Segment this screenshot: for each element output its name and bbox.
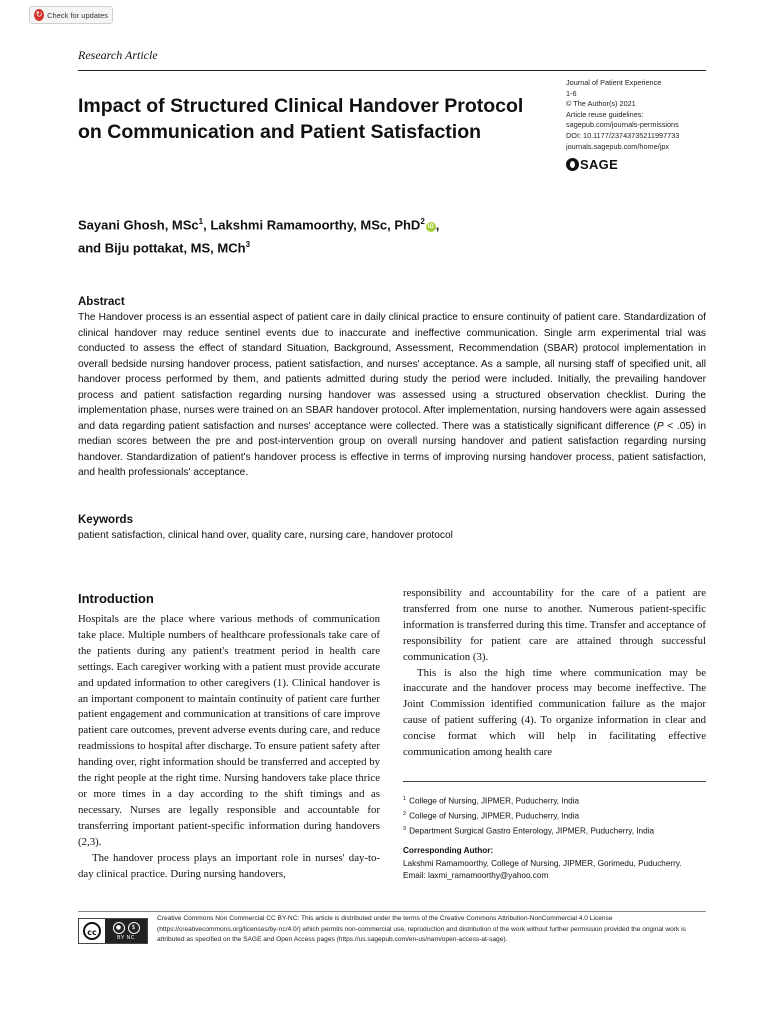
update-icon: ↻	[35, 10, 43, 19]
corresponding-address: Lakshmi Ramamoorthy, College of Nursing, JIPMER, Gorimedu, Puducherry.	[403, 858, 682, 868]
author-3: and Biju pottakat, MS, MCh	[78, 240, 246, 256]
affiliation-item	[403, 823, 706, 838]
intro-right-column	[403, 586, 706, 761]
abstract-heading: Abstract	[78, 296, 125, 308]
header-rule	[78, 70, 706, 71]
abstract-text-part2: < .05) in median scores between the pre and post-intervention group on overall nursing handover and patient satisfaction regarding nursing handover. Standardization of patient's handover process is effective in terms of improving nursing handover process, patient satisfaction, and health professionals' acceptance.	[78, 420, 706, 478]
copyright: © The Author(s) 2021	[566, 99, 636, 109]
affiliation-marker: 1	[403, 796, 407, 802]
affiliations	[403, 793, 706, 839]
author-2: Lakshmi Ramamoorthy, MSc, PhD	[210, 217, 421, 233]
abstract-text-part1: The Handover process is an essential aspect of patient care in daily clinical practice to ensure continuity of patient care. Standardization of clinical handover may reduce sentinel events due to inaccurate and ineffective communication. Single arm experimental trial was conducted to assess the effect of standard Situation, Background, Assessment, Recommendation (SBAR) protocol implementation in overall bedside nursing handover process, patient satisfaction, and nurses' acceptance. As a sample, all nursing staff of specified unit, all handover process performed by them, and patients admitted during study the period were included. Initially, the prevailing handover process and patient satisfaction regarding nursing handover was assessed using a structured observation checklist. During the implementation phase, nurses were trained on an SBAR handover protocol. After implementation, nursing handovers were again assessed and data regarding patient satisfaction and nurses' acceptance were collected. There was a statistically significant difference (	[78, 312, 706, 432]
sage-logo-icon	[566, 158, 579, 171]
abstract-text	[78, 310, 706, 481]
intro-left-column	[78, 612, 380, 882]
reuse-link[interactable]: sagepub.com/journals-permissions	[566, 120, 679, 130]
footnote-rule	[403, 781, 706, 782]
cc-badge-label: BY NC	[117, 934, 135, 941]
by-person-icon: ●	[113, 922, 125, 934]
affiliation-marker: 2	[403, 811, 407, 818]
keywords-text: patient satisfaction, clinical hand over, quality care, nursing care, handover protocol	[78, 530, 453, 541]
cc-license-logo[interactable]	[78, 918, 148, 944]
page-range: 1-6	[566, 88, 577, 98]
affiliation-item	[403, 808, 706, 823]
cc-icon: cc	[79, 919, 105, 943]
affiliation-text: College of Nursing, JIPMER, Puducherry, India	[409, 796, 580, 806]
affiliation-text: College of Nursing, JIPMER, Puducherry, India	[409, 811, 580, 821]
check-for-updates-label: Check for updates	[47, 10, 108, 20]
license-rule	[78, 911, 706, 912]
author-1-affil: 1	[198, 217, 204, 226]
keywords-heading: Keywords	[78, 514, 133, 526]
section-label: Research Article	[78, 48, 158, 62]
publisher-name: SAGE	[580, 157, 619, 172]
affiliation-item	[403, 793, 706, 808]
article-title: Impact of Structured Clinical Handover Protocol on Communication and Patient Satisfaction	[78, 95, 524, 143]
author-1: Sayani Ghosh, MSc	[78, 217, 199, 233]
intro-paragraph-4: This is also the high time where communication may be inaccurate and the handover process may become ineffective. The Joint Commission identified communication failure as the major cause of patient suffering (4). To organize information in clear and concise format which will help in facilitating effective communication among health care	[403, 666, 706, 759]
journal-name: Journal of Patient Experience	[566, 78, 662, 87]
author-3-affil: 3	[245, 240, 251, 250]
sage-logo	[566, 157, 618, 172]
corresponding-label: Corresponding Author:	[403, 846, 494, 855]
intro-paragraph-3: responsibility and accountability for the care of a patient are transferred from one nurse to another. Numerous patient-specific information is transferred during this time. Transfer and acceptance of responsibility for patient care are attained through successful communication (3).	[403, 587, 706, 663]
intro-paragraph-2: The handover process plays an important role in nurses' day-to-day clinical practice. During nursing handovers,	[78, 851, 380, 880]
affiliation-marker: 3	[403, 826, 407, 833]
nc-dollar-icon: $	[128, 922, 140, 934]
doi-link[interactable]: DOI: 10.1177/23743735211997733	[566, 130, 680, 140]
p-value-symbol: P	[656, 420, 664, 432]
corresponding-author	[403, 845, 706, 883]
affiliation-text: Department Surgical Gastro Enterology, JIPMER, Puducherry, India	[409, 827, 655, 837]
journal-meta	[566, 78, 726, 152]
corresponding-email[interactable]: Email: laxmi_ramamoorthy@yahoo.com	[403, 871, 549, 880]
cc-by-nc-badge	[105, 919, 147, 943]
author-2-affil: 2	[420, 217, 425, 226]
check-for-updates-button[interactable]	[29, 6, 113, 24]
intro-paragraph-1: Hospitals are the place where various methods of communication take place. Multiple numbers of healthcare professionals take care of the patients during any patient's treatment period in health care settings. Each caregiver working with a patient must provide accurate and updated information to other caregivers (1). Clinical handover is an important component to maintain continuity of patient care further patient engagement and communication at transitions of care improve patient care outcomes, prevent adverse events during care, and reduce readmissions to hospital after discharge. To ensure patient safety after handing over, right information should be transferred and accepted by the right people at the right time. Nursing handovers take place thrice or more times in a day according to the shift timings and as necessary. Nurses are legally responsible and accountable for transferring important patient-specific information during handovers (2,3).	[78, 613, 380, 848]
orcid-icon[interactable]: iD	[427, 224, 434, 231]
license-text: Creative Commons Non Commercial CC BY-NC: This article is distributed under the terms of the Creative Commons Attribution-NonCommercial 4.0 License (https://creativecommons.org/licenses/by-nc/4.0/) which permits non-commercial use, reproduction and distribution of the work without further permission provided the original work is attributed as specified on the SAGE and Open Access pages (https://us.sagepub.com/en-us/nam/open-access-at-sage).	[157, 915, 686, 943]
author-list: Sayani Ghosh, MSc$^1$, Lakshmi Ramamoorthy, MSc, PhD$^2$iD , and Biju pottakat, MS, MCh$^3$	[78, 217, 440, 256]
journal-home-link[interactable]: journals.sagepub.com/home/jpx	[566, 141, 670, 151]
reuse-label: Article reuse guidelines:	[566, 109, 644, 119]
introduction-heading: Introduction	[78, 591, 154, 606]
